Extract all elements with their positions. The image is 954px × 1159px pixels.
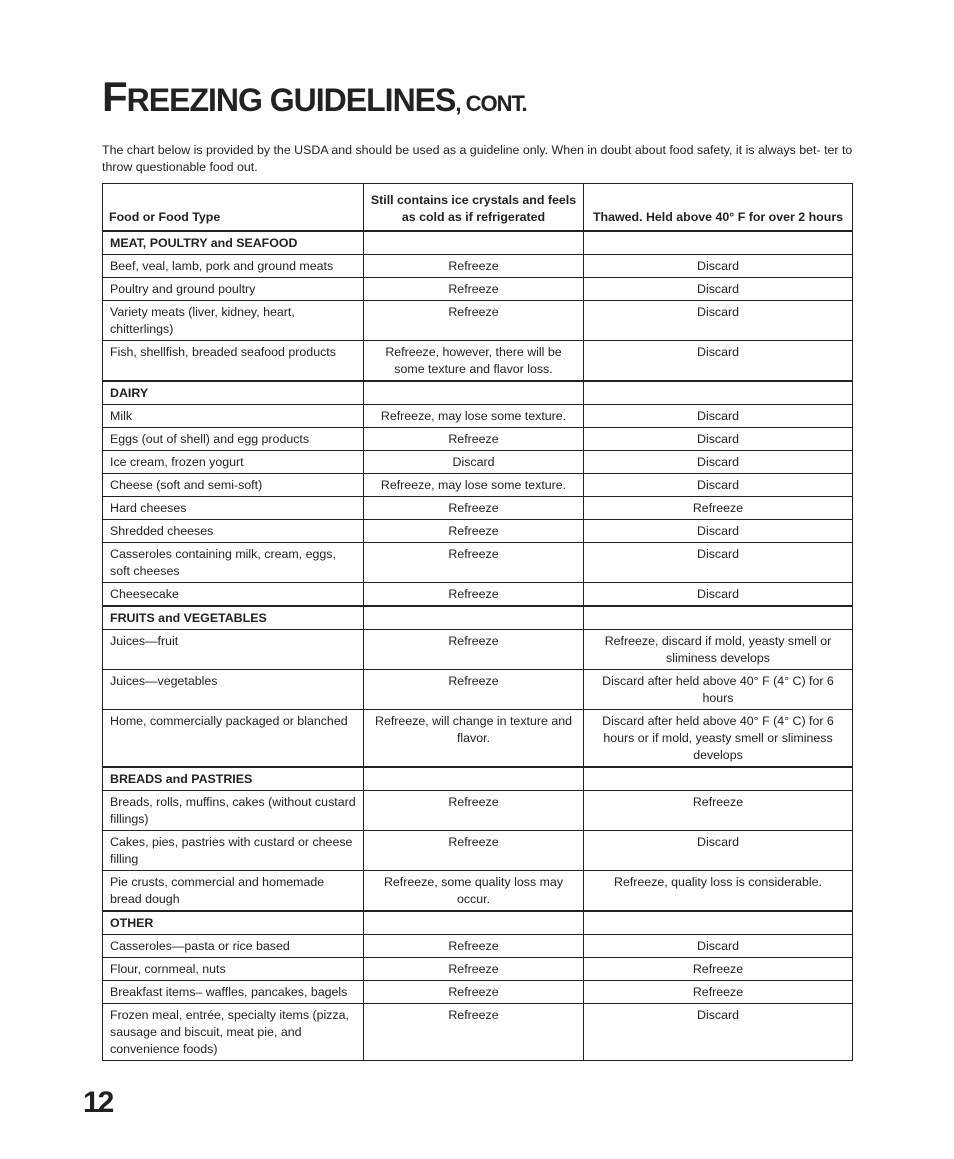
food-cell: Eggs (out of shell) and egg products bbox=[103, 428, 364, 451]
thawed-cell: Discard bbox=[584, 474, 853, 497]
food-cell: Home, commercially packaged or blanched bbox=[103, 710, 364, 768]
thawed-cell: Refreeze bbox=[584, 981, 853, 1004]
ice-crystals-cell: Refreeze bbox=[364, 428, 584, 451]
empty-cell bbox=[364, 767, 584, 791]
ice-crystals-cell: Refreeze bbox=[364, 520, 584, 543]
food-cell: Hard cheeses bbox=[103, 497, 364, 520]
thawed-cell: Discard bbox=[584, 405, 853, 428]
ice-crystals-cell: Refreeze, may lose some texture. bbox=[364, 405, 584, 428]
table-row bbox=[103, 341, 853, 382]
food-cell: Shredded cheeses bbox=[103, 520, 364, 543]
ice-crystals-cell: Refreeze, will change in texture and flavor. bbox=[364, 710, 584, 768]
ice-crystals-cell: Refreeze bbox=[364, 958, 584, 981]
ice-crystals-cell: Refreeze, may lose some texture. bbox=[364, 474, 584, 497]
table-row bbox=[103, 497, 853, 520]
table-body bbox=[103, 231, 853, 1061]
food-cell: Cheesecake bbox=[103, 583, 364, 607]
category-row bbox=[103, 911, 853, 935]
ice-crystals-cell: Refreeze bbox=[364, 630, 584, 670]
ice-crystals-cell: Refreeze bbox=[364, 583, 584, 607]
page-title-cont: , CONT. bbox=[455, 91, 527, 116]
thawed-cell: Discard bbox=[584, 1004, 853, 1061]
category-label: FRUITS and VEGETABLES bbox=[103, 606, 364, 630]
table-row bbox=[103, 405, 853, 428]
table-row bbox=[103, 451, 853, 474]
food-cell: Cakes, pies, pastries with custard or cheese filling bbox=[103, 831, 364, 871]
ice-crystals-cell: Refreeze bbox=[364, 278, 584, 301]
table-row bbox=[103, 935, 853, 958]
page-title-main: REEZING GUIDELINES bbox=[126, 82, 456, 118]
thawed-cell: Discard bbox=[584, 520, 853, 543]
ice-crystals-cell: Refreeze bbox=[364, 255, 584, 278]
food-cell: Milk bbox=[103, 405, 364, 428]
thawed-cell: Discard after held above 40° F (4° C) for 6 hours bbox=[584, 670, 853, 710]
table-row bbox=[103, 474, 853, 497]
header-food-type: Food or Food Type bbox=[103, 184, 364, 232]
header-thawed: Thawed. Held above 40° F for over 2 hours bbox=[584, 184, 853, 232]
table-row bbox=[103, 871, 853, 912]
thawed-cell: Refreeze, discard if mold, yeasty smell or sliminess develops bbox=[584, 630, 853, 670]
empty-cell bbox=[584, 606, 853, 630]
food-cell: Breads, rolls, muffins, cakes (without custard fillings) bbox=[103, 791, 364, 831]
food-cell: Cheese (soft and semi-soft) bbox=[103, 474, 364, 497]
thawed-cell: Refreeze, quality loss is considerable. bbox=[584, 871, 853, 912]
table-row bbox=[103, 958, 853, 981]
thawed-cell: Discard after held above 40° F (4° C) for 6 hours or if mold, yeasty smell or sliminess develops bbox=[584, 710, 853, 768]
category-label: DAIRY bbox=[103, 381, 364, 405]
category-row bbox=[103, 767, 853, 791]
thawed-cell: Refreeze bbox=[584, 958, 853, 981]
table-row bbox=[103, 278, 853, 301]
category-label: OTHER bbox=[103, 911, 364, 935]
category-label: MEAT, POULTRY and SEAFOOD bbox=[103, 231, 364, 255]
empty-cell bbox=[364, 606, 584, 630]
food-cell: Fish, shellfish, breaded seafood products bbox=[103, 341, 364, 382]
table-row bbox=[103, 630, 853, 670]
intro-paragraph: The chart below is provided by the USDA and should be used as a guideline only. When in doubt about food safety, it is always bet- ter to throw questionable food out. bbox=[102, 143, 853, 174]
ice-crystals-cell: Refreeze bbox=[364, 981, 584, 1004]
empty-cell bbox=[364, 381, 584, 405]
table-row bbox=[103, 583, 853, 607]
food-cell: Poultry and ground poultry bbox=[103, 278, 364, 301]
food-cell: Ice cream, frozen yogurt bbox=[103, 451, 364, 474]
food-cell: Frozen meal, entrée, specialty items (pizza, sausage and biscuit, meat pie, and convenience foods) bbox=[103, 1004, 364, 1061]
food-cell: Juices—fruit bbox=[103, 630, 364, 670]
food-cell: Casseroles containing milk, cream, eggs, soft cheeses bbox=[103, 543, 364, 583]
ice-crystals-cell: Discard bbox=[364, 451, 584, 474]
table-row bbox=[103, 981, 853, 1004]
category-row bbox=[103, 381, 853, 405]
table-row bbox=[103, 543, 853, 583]
food-cell: Variety meats (liver, kidney, heart, chitterlings) bbox=[103, 301, 364, 341]
thawed-cell: Discard bbox=[584, 583, 853, 607]
thawed-cell: Discard bbox=[584, 255, 853, 278]
thawed-cell: Discard bbox=[584, 301, 853, 341]
freezing-guidelines-table bbox=[102, 183, 853, 1061]
empty-cell bbox=[584, 911, 853, 935]
table-row bbox=[103, 520, 853, 543]
table-row bbox=[103, 710, 853, 768]
thawed-cell: Discard bbox=[584, 341, 853, 382]
thawed-cell: Discard bbox=[584, 428, 853, 451]
food-cell: Breakfast items– waffles, pancakes, bagels bbox=[103, 981, 364, 1004]
thawed-cell: Discard bbox=[584, 278, 853, 301]
thawed-cell: Discard bbox=[584, 451, 853, 474]
ice-crystals-cell: Refreeze bbox=[364, 497, 584, 520]
page-title bbox=[102, 73, 527, 120]
category-row bbox=[103, 606, 853, 630]
table-row bbox=[103, 831, 853, 871]
header-ice-crystals: Still contains ice crystals and feels as cold as if refrigerated bbox=[364, 184, 584, 232]
page-number: 12 bbox=[83, 1086, 113, 1119]
table-row bbox=[103, 670, 853, 710]
table-row bbox=[103, 301, 853, 341]
ice-crystals-cell: Refreeze bbox=[364, 543, 584, 583]
food-cell: Flour, cornmeal, nuts bbox=[103, 958, 364, 981]
ice-crystals-cell: Refreeze bbox=[364, 670, 584, 710]
empty-cell bbox=[584, 381, 853, 405]
table-row bbox=[103, 428, 853, 451]
table-header-row bbox=[103, 184, 853, 232]
food-cell: Pie crusts, commercial and homemade bread dough bbox=[103, 871, 364, 912]
ice-crystals-cell: Refreeze, some quality loss may occur. bbox=[364, 871, 584, 912]
table-row bbox=[103, 255, 853, 278]
ice-crystals-cell: Refreeze bbox=[364, 791, 584, 831]
ice-crystals-cell: Refreeze, however, there will be some texture and flavor loss. bbox=[364, 341, 584, 382]
ice-crystals-cell: Refreeze bbox=[364, 301, 584, 341]
page-title-initial: F bbox=[102, 73, 127, 120]
thawed-cell: Discard bbox=[584, 543, 853, 583]
empty-cell bbox=[364, 231, 584, 255]
thawed-cell: Refreeze bbox=[584, 497, 853, 520]
ice-crystals-cell: Refreeze bbox=[364, 935, 584, 958]
table-row bbox=[103, 791, 853, 831]
ice-crystals-cell: Refreeze bbox=[364, 1004, 584, 1061]
category-label: BREADS and PASTRIES bbox=[103, 767, 364, 791]
ice-crystals-cell: Refreeze bbox=[364, 831, 584, 871]
table-row bbox=[103, 1004, 853, 1061]
empty-cell bbox=[584, 231, 853, 255]
thawed-cell: Refreeze bbox=[584, 791, 853, 831]
thawed-cell: Discard bbox=[584, 831, 853, 871]
empty-cell bbox=[584, 767, 853, 791]
food-cell: Juices—vegetables bbox=[103, 670, 364, 710]
food-cell: Casseroles—pasta or rice based bbox=[103, 935, 364, 958]
empty-cell bbox=[364, 911, 584, 935]
thawed-cell: Discard bbox=[584, 935, 853, 958]
food-cell: Beef, veal, lamb, pork and ground meats bbox=[103, 255, 364, 278]
category-row bbox=[103, 231, 853, 255]
